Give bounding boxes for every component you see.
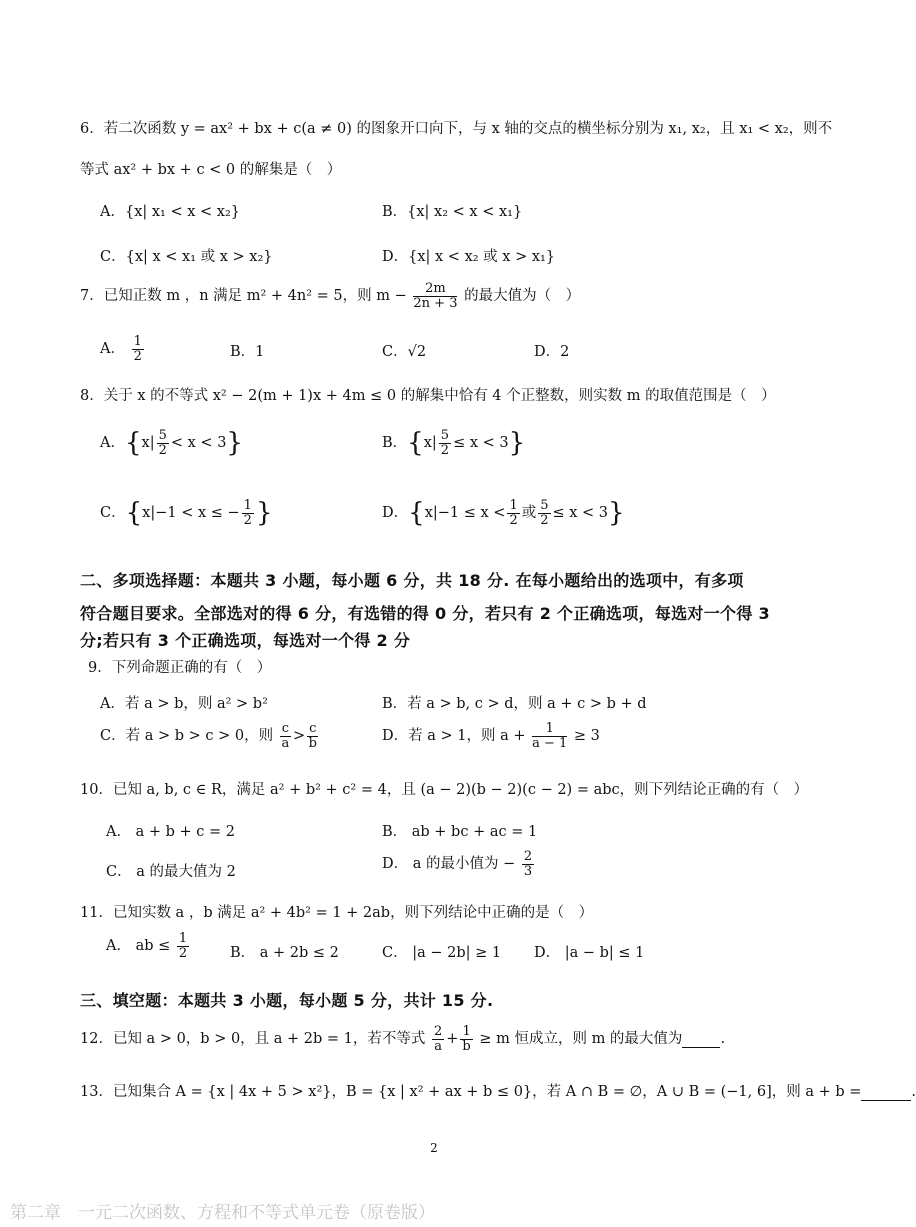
q11-option-c: C． |a − 2b| ≥ 1 <box>382 945 502 961</box>
footer-watermark: 第二章 一元二次函数、方程和不等式单元卷（原卷版） <box>10 1203 435 1223</box>
q7-fraction: $\frac{2m}{2n + 3}$ <box>413 281 458 311</box>
q9-stem: 9．下列命题正确的有（ ） <box>88 660 272 676</box>
q7-option-d: D．2 <box>534 344 570 360</box>
section3-title: 三、填空题：本题共 3 小题，每小题 5 分，共计 15 分. <box>80 991 494 1010</box>
q12-stem: 12．已知 a > 0，b > 0，且 a + 2b = 1，若不等式 $\frac{2}{a}$ + $\frac{1}{b}$ ≥ m 恒成立，则 m 的最大值为 . <box>80 1024 726 1054</box>
q11-option-b: B． a + 2b ≤ 2 <box>230 945 339 961</box>
q8-stem: 8．关于 x 的不等式 x² − 2(m + 1)x + 4m ≤ 0 的解集中恰有 4 个正整数，则实数 m 的取值范围是（ ） <box>80 388 776 404</box>
q8-option-b: B．{x| $\frac{5}{2}$ ≤ x < 3} <box>382 427 526 458</box>
q10-option-a: A． a + b + c = 2 <box>106 824 235 840</box>
q13-stem: 13．已知集合 A = {x | 4x + 5 > x²}，B = {x | x² + ax + b ≤ 0}，若 A ∩ B = ∅，A ∪ B = (−1, 6]，则 a + b = . <box>80 1084 916 1100</box>
q9-option-d: D．若 a > 1，则 a + $\frac{1}{a - 1}$ ≥ 3 <box>382 721 600 751</box>
q13-answer-blank[interactable] <box>861 1084 911 1101</box>
q10-stem: 10．已知 a, b, c ∈ R，满足 a² + b² + c² = 4，且 (a − 2)(b − 2)(c − 2) = abc，则下列结论正确的有（ ） <box>80 782 809 798</box>
q9-option-a: A．若 a > b，则 a² > b² <box>100 696 268 712</box>
q6-option-c: C．{x| x < x₁ 或 x > x₂} <box>100 249 273 265</box>
q7-stem <box>80 282 580 310</box>
q10-option-b: B． ab + bc + ac = 1 <box>382 824 538 840</box>
section2-line3: 分;若只有 3 个正确选项，每选对一个得 2 分 <box>80 631 411 650</box>
q7-stem-post: 的最大值为（ ） <box>464 288 581 305</box>
q6-option-b: B．{x| x₂ < x < x₁} <box>382 204 523 220</box>
q6-option-d: D．{x| x < x₂ 或 x > x₁} <box>382 249 556 265</box>
q9-option-b: B．若 a > b, c > d，则 a + c > b + d <box>382 696 647 712</box>
q7-option-b: B．1 <box>230 344 265 360</box>
q10-option-c: C． a 的最大值为 2 <box>106 864 236 880</box>
q8-option-c: C．{x|−1 < x ≤ − $\frac{1}{2}$ } <box>100 497 273 528</box>
q6-stem-line2: 等式 ax² + bx + c < 0 的解集是（ ） <box>80 162 342 178</box>
q7-stem-pre: 7．已知正数 m ，n 满足 m² + 4n² = 5，则 m − <box>80 288 407 305</box>
q6-option-a: A．{x| x₁ < x < x₂} <box>100 204 240 220</box>
page-number: 2 <box>430 1141 438 1155</box>
q7-option-c: C．√2 <box>382 344 427 360</box>
q12-answer-blank[interactable] <box>682 1031 720 1048</box>
q11-option-a: A． ab ≤ $\frac{1}{2}$ <box>106 931 188 961</box>
q10-option-d: D． a 的最小值为 − $\frac{2}{3}$ <box>382 849 533 879</box>
q11-stem: 11．已知实数 a ，b 满足 a² + 4b² = 1 + 2ab，则下列结论中正确的是（ ） <box>80 905 594 921</box>
q8-option-d: D．{x|−1 ≤ x < $\frac{1}{2}$ 或 $\frac{5}{2}$ ≤ x < 3} <box>382 497 625 528</box>
q6-stem-line1: 6．若二次函数 y = ax² + bx + c(a ≠ 0) 的图象开口向下，与 x 轴的交点的横坐标分别为 x₁, x₂，且 x₁ < x₂，则不 <box>80 121 833 137</box>
section2-line1: 二、多项选择题：本题共 3 小题，每小题 6 分，共 18 分. 在每小题给出的选项中，有多项 <box>80 571 744 590</box>
section2-line2: 符合题目要求。全部选对的得 6 分，有选错的得 0 分，若只有 2 个正确选项，每选对一个得 3 <box>80 604 770 623</box>
q9-option-c: C．若 a > b > c > 0，则 $\frac{c}{a}$ > $\frac{c}{b}$ <box>100 721 317 751</box>
q7-option-a: A． $\frac{1}{2}$ <box>100 334 142 364</box>
q8-option-a: A．{x| $\frac{5}{2}$ < x < 3} <box>100 427 243 458</box>
q11-option-d: D． |a − b| ≤ 1 <box>534 945 645 961</box>
